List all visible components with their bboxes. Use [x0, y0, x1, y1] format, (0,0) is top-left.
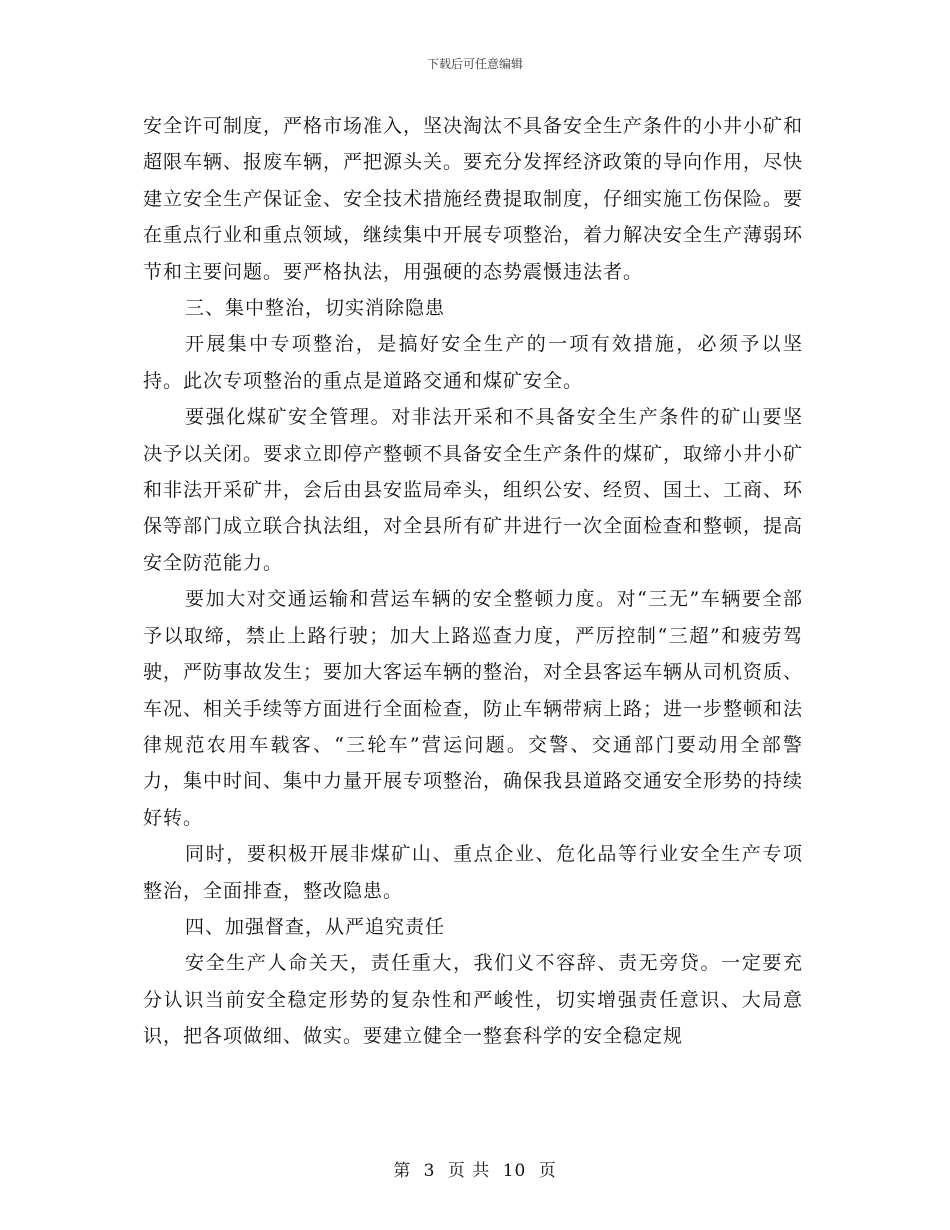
- footer-suffix: 页: [538, 1161, 557, 1181]
- total-page-count: 10: [502, 1161, 527, 1181]
- section-heading: 三、集中整治，切实消除隐患: [185, 297, 446, 320]
- paragraph: 安全生产人命关天，责任重大，我们义不容辞、责无旁贷。一定要充分认识当前安全稳定形势的复杂性和严峻性，切实增强责任意识、大局意识，把各项做细、做实。要建立健全一整套科学的安全稳定规: [143, 952, 803, 1048]
- paragraph: 要加大对交通运输和营运车辆的安全整顿力度。对“三无”车辆要全部予以取缔，禁止上路行驶；加大上路巡查力度，严厉控制“三超”和疲劳驾驶，严防事故发生；要加大客运车辆的整治，对全县客运车辆从司机资质、车况、相关手续等方面进行全面检查，防止车辆带病上路；进一步整顿和法律规范农用车载客、“三轮车”营运问题。交警、交通部门要动用全部警力，集中时间、集中力量开展专项整治，确保我县道路交通安全形势的持续好转。: [143, 588, 804, 829]
- footer-prefix: 第: [393, 1161, 412, 1181]
- paragraph: 要强化煤矿安全管理。对非法开采和不具备安全生产条件的矿山要坚决予以关闭。要求立即停产整顿不具备安全生产条件的煤矿，取缔小井小矿和非法开采矿井，会后由县安监局牵头，组织公安、经贸、国土、工商、环保等部门成立联合执法组，对全县所有矿井进行一次全面检查和整顿，提高安全防范能力。: [143, 406, 804, 574]
- footer-middle: 页 共: [447, 1161, 491, 1181]
- paragraph: 开展集中专项整治，是搞好安全生产的一项有效措施，必须予以坚持。此次专项整治的重点是道路交通和煤矿安全。: [143, 333, 803, 392]
- body-text: [143, 108, 803, 1055]
- page-number-footer: [0, 1156, 950, 1181]
- paragraph: 同时，要积极开展非煤矿山、重点企业、危化品等行业安全生产专项整治，全面排查，整改隐患。: [143, 843, 803, 902]
- paragraph: 安全许可制度，严格市场准入，坚决淘汰不具备安全生产条件的小井小矿和超限车辆、报废车辆，严把源头关。要充分发挥经济政策的导向作用，尽快建立安全生产保证金、安全技术措施经费提取制度，仔细实施工伤保险。要在重点行业和重点领域，继续集中开展专项整治，着力解决安全生产薄弱环节和主要问题。要严格执法，用强硬的态势震慑违法者。: [143, 115, 804, 283]
- header-note: 下载后可任意编辑: [426, 57, 523, 71]
- section-heading: 四、加强督查，从严追究责任: [185, 915, 446, 938]
- current-page-number: 3: [423, 1161, 436, 1181]
